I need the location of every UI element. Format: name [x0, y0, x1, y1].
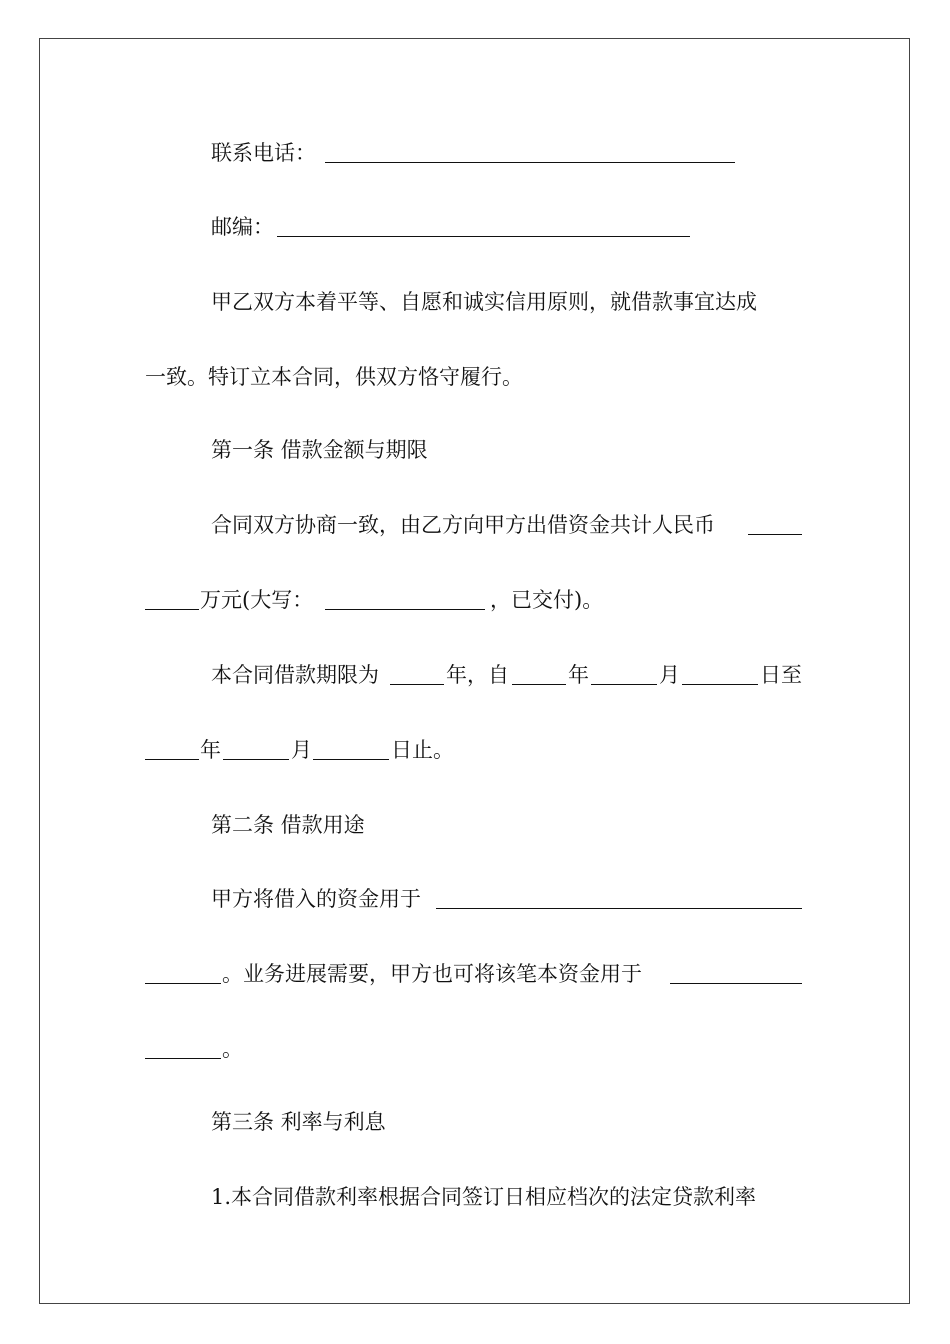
purpose-end-text: 。 — [222, 1037, 243, 1061]
amount-line-2 — [0, 585, 950, 615]
intro-line-2 — [0, 362, 950, 392]
day-end-text: 日止。 — [391, 738, 454, 762]
amount-line-1 — [0, 510, 950, 540]
intro-text-1: 甲乙双方本着平等、自愿和诚实信用原则，就借款事宜达成 — [211, 290, 757, 314]
term-line-2 — [0, 735, 950, 765]
term-years-blank — [390, 684, 444, 685]
end-year-blank — [145, 759, 199, 760]
day-to-text: 日至 — [760, 663, 802, 687]
contact-phone-label: 联系电话： — [211, 141, 316, 165]
term-year-from-text: 年，自 — [446, 663, 509, 687]
contact-phone-line — [0, 138, 950, 168]
start-year-blank — [512, 684, 566, 685]
amount-end-text: ，已交付)。 — [490, 588, 604, 612]
rate-item-1-line — [0, 1182, 950, 1212]
start-year-char: 年 — [568, 663, 589, 687]
term-line-1 — [0, 660, 950, 690]
intro-line-1 — [0, 287, 950, 317]
purpose-blank-3 — [670, 983, 802, 984]
purpose-blank-1 — [436, 908, 802, 909]
postcode-line — [0, 212, 950, 242]
purpose-text-2: 。业务进展需要，甲方也可将该笔本资金用于 — [222, 962, 642, 986]
end-month-blank — [223, 759, 289, 760]
contact-phone-blank — [325, 162, 735, 163]
start-month-char: 月 — [659, 663, 680, 687]
amount-blank-2 — [145, 609, 199, 610]
end-year-char: 年 — [200, 738, 221, 762]
amount-unit-text: 万元(大写： — [200, 588, 314, 612]
article-1-title: 第一条 借款金额与期限 — [211, 438, 428, 462]
purpose-line-3 — [0, 1034, 950, 1064]
article-2-heading — [0, 810, 950, 840]
purpose-text-1: 甲方将借入的资金用于 — [211, 887, 421, 911]
purpose-line-1 — [0, 884, 950, 914]
article-2-title: 第二条 借款用途 — [211, 813, 365, 837]
amount-text-1: 合同双方协商一致，由乙方向甲方出借资金共计人民币 — [211, 513, 715, 537]
term-prefix-text: 本合同借款期限为 — [211, 663, 379, 687]
start-month-blank — [591, 684, 657, 685]
postcode-blank — [277, 236, 690, 237]
article-3-heading — [0, 1107, 950, 1137]
end-day-blank — [313, 759, 389, 760]
amount-blank-1 — [748, 534, 802, 535]
start-day-blank — [682, 684, 758, 685]
intro-text-2: 一致。特订立本合同，供双方恪守履行。 — [145, 365, 523, 389]
postcode-label: 邮编： — [211, 215, 274, 239]
purpose-blank-4 — [145, 1058, 221, 1059]
end-month-char: 月 — [291, 738, 312, 762]
purpose-line-2 — [0, 959, 950, 989]
article-3-title: 第三条 利率与利息 — [211, 1110, 386, 1134]
rate-item-1-text: 1.本合同借款利率根据合同签订日相应档次的法定贷款利率 — [211, 1185, 757, 1209]
amount-words-blank — [325, 609, 485, 610]
article-1-heading — [0, 435, 950, 465]
purpose-blank-2 — [145, 983, 221, 984]
